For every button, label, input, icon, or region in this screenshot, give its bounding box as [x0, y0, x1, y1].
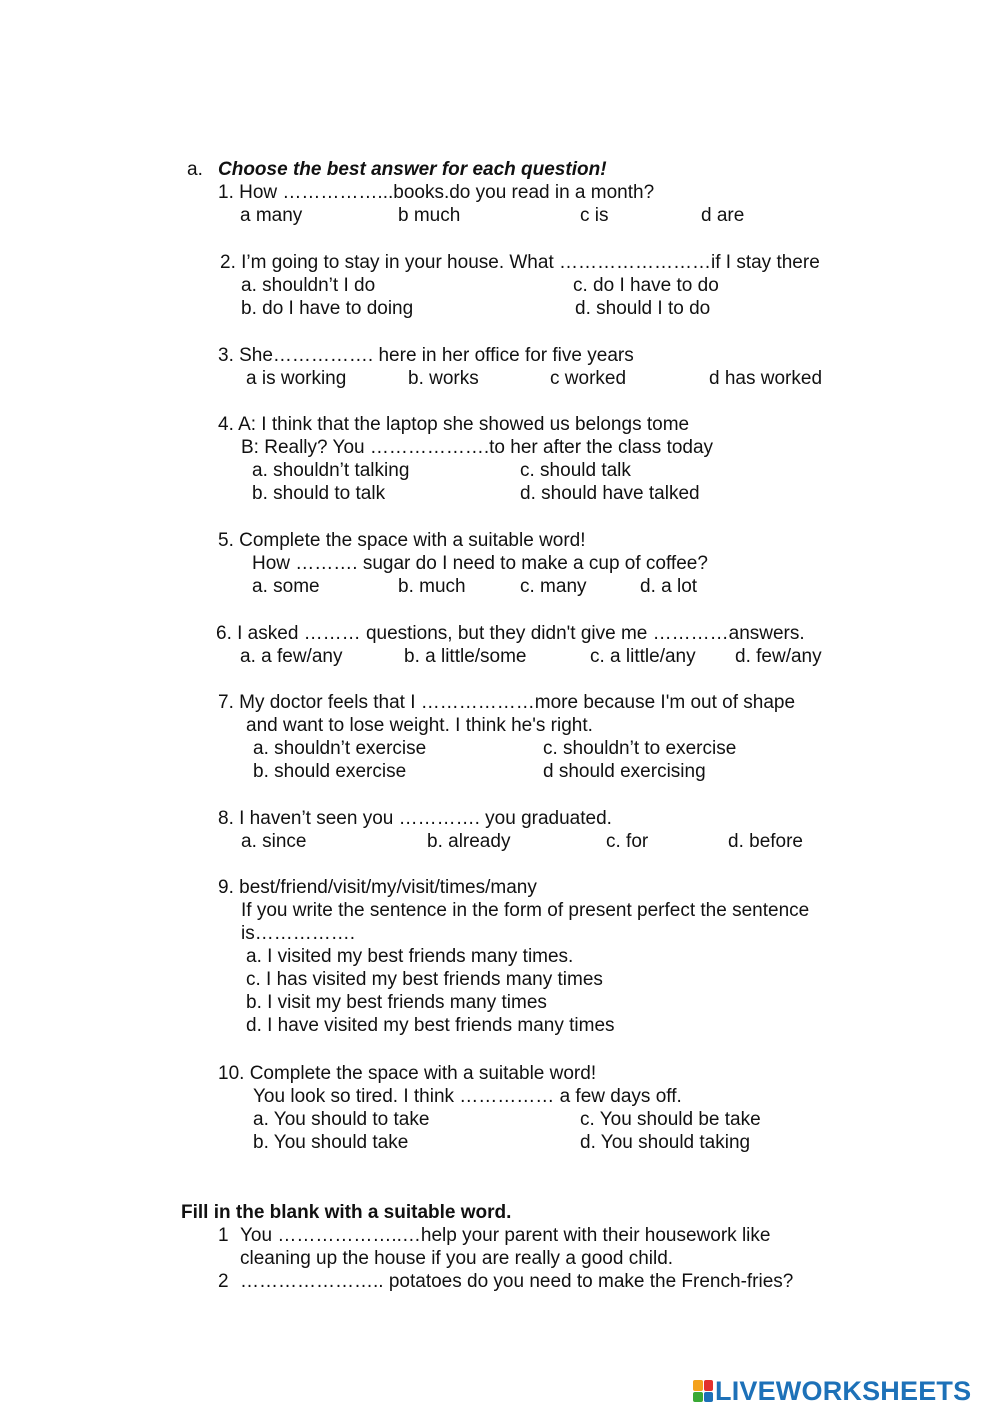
- question-4-option-c[interactable]: c. should talk: [520, 460, 631, 481]
- question-9-line-3: is…………….: [241, 923, 355, 944]
- question-10-line-2: You look so tired. I think …………… a few days off.: [253, 1086, 682, 1107]
- question-3-option-d[interactable]: d has worked: [709, 368, 823, 389]
- question-4-line-2: B: Really? You ……………….to her after the class today: [241, 437, 714, 458]
- question-9-line-1: 9. best/friend/visit/my/visit/times/many: [218, 877, 537, 898]
- liveworksheets-logo-text: LIVEWORKSHEETS: [715, 1375, 972, 1406]
- question-10-option-d[interactable]: d. You should taking: [580, 1132, 751, 1153]
- question-6-option-c[interactable]: c. a little/any: [590, 646, 696, 667]
- question-10-option-a[interactable]: a. You should to take: [253, 1109, 430, 1130]
- liveworksheets-logo: [693, 1376, 971, 1406]
- question-7-option-a[interactable]: a. shouldn’t exercise: [253, 738, 427, 759]
- question-1-option-b[interactable]: b much: [398, 205, 461, 226]
- question-5-option-c[interactable]: c. many: [520, 576, 587, 597]
- question-7-option-c[interactable]: c. shouldn’t to exercise: [543, 738, 737, 759]
- question-8-stem: 8. I haven’t seen you …………. you graduated.: [218, 808, 612, 829]
- question-5-line-1: 5. Complete the space with a suitable word!: [218, 530, 586, 551]
- section-a-label: a.: [187, 159, 203, 180]
- logo-mark-square: [704, 1392, 714, 1403]
- question-3-option-a[interactable]: a is working: [246, 368, 347, 389]
- question-4-line-1: 4. A: I think that the laptop she showed us belongs tome: [218, 414, 690, 435]
- question-5-line-2: How ………. sugar do I need to make a cup of coffee?: [252, 553, 708, 574]
- question-1-option-d[interactable]: d are: [701, 205, 745, 226]
- question-1-option-c[interactable]: c is: [580, 205, 609, 226]
- question-1-option-a[interactable]: a many: [240, 205, 303, 226]
- liveworksheets-logo-icon: [693, 1380, 713, 1402]
- question-6-option-d[interactable]: d. few/any: [735, 646, 822, 667]
- question-7-line-1: 7. My doctor feels that I ………………more because I'm out of shape: [218, 692, 796, 713]
- question-10-line-1: 10. Complete the space with a suitable word!: [218, 1063, 597, 1084]
- question-8-option-c[interactable]: c. for: [606, 831, 649, 852]
- question-4-option-a[interactable]: a. shouldn’t talking: [252, 460, 410, 481]
- question-9-option-c[interactable]: c. I has visited my best friends many times: [246, 969, 603, 990]
- fill-blank-item-1-number: 1: [218, 1225, 229, 1246]
- question-7-option-d[interactable]: d should exercising: [543, 761, 706, 782]
- question-10-option-b[interactable]: b. You should take: [253, 1132, 409, 1153]
- question-8-option-a[interactable]: a. since: [241, 831, 307, 852]
- question-9-option-a[interactable]: a. I visited my best friends many times.: [246, 946, 574, 967]
- logo-mark-square: [704, 1380, 714, 1391]
- question-9-line-2: If you write the sentence in the form of present perfect the sentence: [241, 900, 810, 921]
- question-2-option-a[interactable]: a. shouldn’t I do: [241, 275, 376, 296]
- question-3-option-b[interactable]: b. works: [408, 368, 479, 389]
- question-9-option-d[interactable]: d. I have visited my best friends many times: [246, 1015, 615, 1036]
- question-5-option-d[interactable]: d. a lot: [640, 576, 698, 597]
- fill-blank-item-1-line-1[interactable]: You ………………..…help your parent with their housework like: [240, 1225, 771, 1246]
- question-4-option-b[interactable]: b. should to talk: [252, 483, 386, 504]
- question-3-stem: 3. She……………. here in her office for five years: [218, 345, 634, 366]
- question-10-option-c[interactable]: c. You should be take: [580, 1109, 761, 1130]
- question-6-option-b[interactable]: b. a little/some: [404, 646, 527, 667]
- question-7-line-2: and want to lose weight. I think he's right.: [246, 715, 593, 736]
- question-5-option-a[interactable]: a. some: [252, 576, 320, 597]
- question-2-option-d[interactable]: d. should I to do: [575, 298, 711, 319]
- fill-blank-item-1-line-2: cleaning up the house if you are really a good child.: [240, 1248, 674, 1269]
- question-6-stem: 6. I asked ……… questions, but they didn't give me …………answers.: [216, 623, 805, 644]
- fill-blank-item-2-number: 2: [218, 1271, 229, 1292]
- question-8-option-d[interactable]: d. before: [728, 831, 803, 852]
- fill-blank-title: Fill in the blank with a suitable word.: [181, 1202, 512, 1223]
- logo-mark-square: [693, 1380, 703, 1391]
- question-6-option-a[interactable]: a. a few/any: [240, 646, 343, 667]
- question-4-option-d[interactable]: d. should have talked: [520, 483, 700, 504]
- question-7-option-b[interactable]: b. should exercise: [253, 761, 407, 782]
- question-8-option-b[interactable]: b. already: [427, 831, 511, 852]
- question-3-option-c[interactable]: c worked: [550, 368, 627, 389]
- question-9-option-b[interactable]: b. I visit my best friends many times: [246, 992, 547, 1013]
- section-a-title: Choose the best answer for each question!: [218, 159, 607, 180]
- question-2-stem: 2. I’m going to stay in your house. What ……………………if I stay there: [220, 252, 820, 273]
- logo-mark-square: [693, 1392, 703, 1403]
- question-5-option-b[interactable]: b. much: [398, 576, 466, 597]
- question-2-option-c[interactable]: c. do I have to do: [573, 275, 719, 296]
- question-2-option-b[interactable]: b. do I have to doing: [241, 298, 414, 319]
- fill-blank-item-2-line-1[interactable]: ………………….. potatoes do you need to make the French-fries?: [240, 1271, 794, 1292]
- question-1-stem: 1. How ……………...books.do you read in a month?: [218, 182, 655, 203]
